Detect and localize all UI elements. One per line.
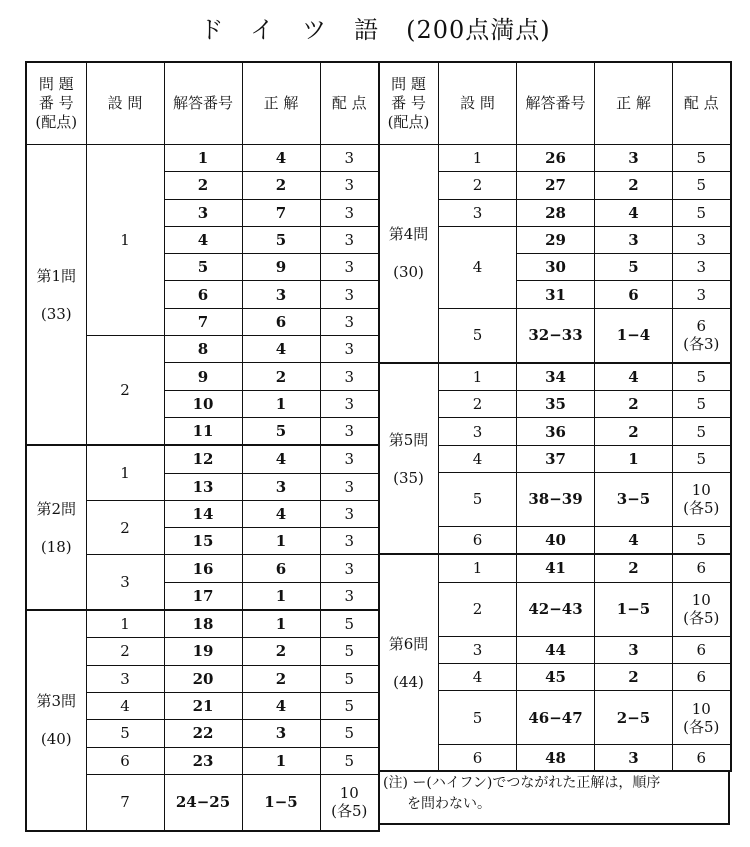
haiten-cell: 3 <box>320 500 379 527</box>
haiten-each: (各5) <box>683 717 720 736</box>
seikai-cell: 2 <box>595 172 673 199</box>
setsumon-cell: 5 <box>439 691 517 745</box>
seikai-cell: 2 <box>595 554 673 582</box>
haiten-cell: 3 <box>320 582 379 610</box>
kaito-bango-cell: 42−43 <box>517 582 595 636</box>
haiten-cell: 3 <box>320 145 379 172</box>
haiten-cell: 5 <box>673 172 731 199</box>
kaito-bango-cell: 10 <box>164 390 242 417</box>
mondai-1-points: (33) <box>40 304 72 323</box>
kaito-bango-cell: 35 <box>517 391 595 418</box>
seikai-cell: 3 <box>595 145 673 172</box>
seikai-cell: 3 <box>242 720 320 747</box>
haiten-cell: 3 <box>673 281 731 308</box>
kaito-bango-cell: 11 <box>164 417 242 445</box>
haiten-cell <box>320 774 379 831</box>
mondai-3-label: 第3問 <box>36 692 77 711</box>
seikai-cell: 2 <box>595 391 673 418</box>
kaito-bango-cell: 31 <box>517 281 595 308</box>
haiten-total: 10 <box>691 481 711 500</box>
seikai-cell: 4 <box>595 526 673 554</box>
kaito-bango-cell: 16 <box>164 555 242 582</box>
mondai-6-cell <box>379 554 439 772</box>
mondai-4-points: (30) <box>393 263 424 282</box>
setsumon-cell: 3 <box>439 199 517 226</box>
haiten-each: (各5) <box>683 499 720 518</box>
kaito-bango-cell: 13 <box>164 473 242 500</box>
header-kaito-bango: 解答番号 <box>164 62 242 145</box>
seikai-cell: 2 <box>595 663 673 690</box>
haiten-cell <box>673 691 731 745</box>
seikai-cell: 1 <box>242 582 320 610</box>
setsumon-cell: 3 <box>439 636 517 663</box>
header-mondai-line1: 問 題 <box>38 75 74 93</box>
haiten-cell: 3 <box>320 172 379 199</box>
seikai-cell: 4 <box>242 336 320 363</box>
kaito-bango-cell: 23 <box>164 747 242 774</box>
setsumon-cell: 1 <box>86 610 164 638</box>
setsumon-cell: 1 <box>439 554 517 582</box>
haiten-cell: 3 <box>320 390 379 417</box>
seikai-cell: 3 <box>595 745 673 772</box>
haiten-cell: 5 <box>673 526 731 554</box>
setsumon-cell: 1 <box>86 445 164 500</box>
haiten-total: 10 <box>339 784 359 803</box>
setsumon-cell: 1 <box>439 363 517 391</box>
header-haiten: 配 点 <box>673 62 731 145</box>
setsumon-cell: 3 <box>86 665 164 692</box>
haiten-cell: 3 <box>320 336 379 363</box>
haiten-cell: 3 <box>320 281 379 308</box>
setsumon-cell: 2 <box>86 336 164 446</box>
kaito-bango-cell: 37 <box>517 445 595 472</box>
haiten-cell: 3 <box>320 199 379 226</box>
seikai-cell: 1−5 <box>595 582 673 636</box>
seikai-cell: 2 <box>242 665 320 692</box>
mondai-2-label: 第2問 <box>36 499 77 518</box>
setsumon-cell: 2 <box>86 500 164 555</box>
haiten-cell: 3 <box>320 363 379 390</box>
seikai-cell: 4 <box>242 445 320 473</box>
kaito-bango-cell: 30 <box>517 254 595 281</box>
kaito-bango-cell: 21 <box>164 692 242 719</box>
kaito-bango-cell: 8 <box>164 336 242 363</box>
kaito-bango-cell: 24−25 <box>164 774 242 831</box>
haiten-cell: 6 <box>673 745 731 772</box>
seikai-cell: 1 <box>242 528 320 555</box>
seikai-cell: 3 <box>242 281 320 308</box>
header-mondai-line2: 番 号 <box>391 94 426 112</box>
kaito-bango-cell: 9 <box>164 363 242 390</box>
haiten-cell: 3 <box>320 445 379 473</box>
seikai-cell: 4 <box>595 363 673 391</box>
setsumon-cell: 2 <box>439 582 517 636</box>
kaito-bango-cell: 46−47 <box>517 691 595 745</box>
setsumon-cell: 1 <box>439 145 517 172</box>
seikai-cell: 2 <box>242 363 320 390</box>
header-seikai: 正 解 <box>595 62 673 145</box>
haiten-cell: 3 <box>320 308 379 335</box>
kaito-bango-cell: 28 <box>517 199 595 226</box>
haiten-each: (各5) <box>331 802 368 821</box>
haiten-cell: 6 <box>673 663 731 690</box>
haiten-cell: 3 <box>320 528 379 555</box>
kaito-bango-cell: 32−33 <box>517 308 595 363</box>
setsumon-cell: 1 <box>86 145 164 336</box>
table-row <box>379 363 731 391</box>
table-row <box>26 610 379 638</box>
seikai-cell: 5 <box>595 254 673 281</box>
header-setsumon: 設 問 <box>86 62 164 145</box>
header-kaito-bango: 解答番号 <box>517 62 595 145</box>
haiten-total: 10 <box>691 699 711 718</box>
haiten-cell: 5 <box>320 665 379 692</box>
haiten-cell: 5 <box>320 610 379 638</box>
kaito-bango-cell: 40 <box>517 526 595 554</box>
kaito-bango-cell: 41 <box>517 554 595 582</box>
seikai-cell: 3 <box>242 473 320 500</box>
seikai-cell: 3 <box>595 226 673 253</box>
haiten-cell: 3 <box>320 254 379 281</box>
kaito-bango-cell: 20 <box>164 665 242 692</box>
kaito-bango-cell: 15 <box>164 528 242 555</box>
table-row <box>379 554 731 582</box>
kaito-bango-cell: 6 <box>164 281 242 308</box>
haiten-cell: 3 <box>320 555 379 582</box>
haiten-cell: 5 <box>673 363 731 391</box>
seikai-cell: 2 <box>242 638 320 665</box>
setsumon-cell: 5 <box>439 472 517 526</box>
haiten-cell <box>673 582 731 636</box>
seikai-cell: 4 <box>242 692 320 719</box>
kaito-bango-cell: 19 <box>164 638 242 665</box>
haiten-cell: 3 <box>673 254 731 281</box>
haiten-cell: 5 <box>673 145 731 172</box>
kaito-bango-cell: 26 <box>517 145 595 172</box>
answer-table-left <box>25 61 380 832</box>
mondai-6-points: (44) <box>393 673 424 692</box>
setsumon-cell: 3 <box>439 418 517 445</box>
mondai-5-points: (35) <box>393 468 424 487</box>
header-setsumon: 設 問 <box>439 62 517 145</box>
kaito-bango-cell: 27 <box>517 172 595 199</box>
haiten-cell: 3 <box>320 417 379 445</box>
mondai-5-label: 第5問 <box>388 430 429 449</box>
mondai-4-cell <box>379 145 439 363</box>
note-line-1: (注) ー(ハイフン)でつながれた正解は，順序 <box>383 775 661 791</box>
kaito-bango-cell: 12 <box>164 445 242 473</box>
haiten-cell: 3 <box>320 226 379 253</box>
header-mondai <box>26 62 86 145</box>
kaito-bango-cell: 3 <box>164 199 242 226</box>
note-line-2: を問わない。 <box>407 796 491 812</box>
table-row <box>26 445 379 473</box>
header-mondai-line3: (配点) <box>35 113 78 131</box>
seikai-cell: 3 <box>595 636 673 663</box>
haiten-cell <box>673 308 731 363</box>
header-haiten: 配 点 <box>320 62 379 145</box>
setsumon-cell: 2 <box>439 172 517 199</box>
setsumon-cell: 4 <box>86 692 164 719</box>
mondai-1-label: 第1問 <box>36 266 77 285</box>
haiten-each: (各5) <box>683 609 720 628</box>
kaito-bango-cell: 7 <box>164 308 242 335</box>
mondai-3-cell <box>26 610 86 831</box>
seikai-cell: 1−4 <box>595 308 673 363</box>
page-title <box>0 10 750 45</box>
seikai-cell: 1 <box>242 747 320 774</box>
kaito-bango-cell: 48 <box>517 745 595 772</box>
setsumon-cell: 6 <box>86 747 164 774</box>
seikai-cell: 5 <box>242 226 320 253</box>
seikai-cell: 5 <box>242 417 320 445</box>
seikai-cell: 7 <box>242 199 320 226</box>
kaito-bango-cell: 29 <box>517 226 595 253</box>
kaito-bango-cell: 2 <box>164 172 242 199</box>
answer-table-right <box>378 61 732 772</box>
kaito-bango-cell: 5 <box>164 254 242 281</box>
seikai-cell: 4 <box>242 500 320 527</box>
haiten-cell: 3 <box>320 473 379 500</box>
setsumon-cell: 6 <box>439 745 517 772</box>
table-header-row <box>379 62 731 145</box>
title-sub: (200点満点) <box>406 16 551 44</box>
seikai-cell: 6 <box>242 308 320 335</box>
seikai-cell: 1 <box>242 390 320 417</box>
seikai-cell: 9 <box>242 254 320 281</box>
header-mondai <box>379 62 439 145</box>
seikai-cell: 1 <box>242 610 320 638</box>
haiten-cell: 6 <box>673 636 731 663</box>
mondai-4-label: 第4問 <box>388 225 429 244</box>
seikai-cell: 4 <box>595 199 673 226</box>
setsumon-cell: 6 <box>439 526 517 554</box>
header-mondai-line1: 問 題 <box>391 75 426 93</box>
kaito-bango-cell: 1 <box>164 145 242 172</box>
haiten-cell: 5 <box>320 638 379 665</box>
setsumon-cell: 4 <box>439 445 517 472</box>
table-row <box>26 145 379 172</box>
setsumon-cell: 2 <box>86 638 164 665</box>
mondai-1-cell <box>26 145 86 446</box>
note-box <box>378 770 730 825</box>
haiten-cell: 5 <box>673 391 731 418</box>
kaito-bango-cell: 22 <box>164 720 242 747</box>
setsumon-cell: 2 <box>439 391 517 418</box>
seikai-cell: 2−5 <box>595 691 673 745</box>
seikai-cell: 1 <box>595 445 673 472</box>
kaito-bango-cell: 18 <box>164 610 242 638</box>
mondai-2-cell <box>26 445 86 610</box>
kaito-bango-cell: 17 <box>164 582 242 610</box>
haiten-cell: 3 <box>673 226 731 253</box>
header-mondai-line3: (配点) <box>387 113 430 131</box>
kaito-bango-cell: 36 <box>517 418 595 445</box>
haiten-cell: 5 <box>320 720 379 747</box>
kaito-bango-cell: 38−39 <box>517 472 595 526</box>
kaito-bango-cell: 4 <box>164 226 242 253</box>
seikai-cell: 1−5 <box>242 774 320 831</box>
setsumon-cell: 4 <box>439 226 517 308</box>
mondai-3-points: (40) <box>40 730 72 749</box>
kaito-bango-cell: 44 <box>517 636 595 663</box>
haiten-total: 6 <box>696 317 707 336</box>
title-main: ドイツ語 <box>199 16 407 44</box>
mondai-2-points: (18) <box>40 537 72 556</box>
setsumon-cell: 4 <box>439 663 517 690</box>
seikai-cell: 6 <box>595 281 673 308</box>
setsumon-cell: 7 <box>86 774 164 831</box>
header-seikai: 正 解 <box>242 62 320 145</box>
haiten-cell: 6 <box>673 554 731 582</box>
seikai-cell: 2 <box>595 418 673 445</box>
haiten-cell: 5 <box>673 199 731 226</box>
setsumon-cell: 3 <box>86 555 164 610</box>
header-mondai-line2: 番 号 <box>38 94 74 112</box>
setsumon-cell: 5 <box>86 720 164 747</box>
haiten-each: (各3) <box>683 335 720 354</box>
setsumon-cell: 5 <box>439 308 517 363</box>
seikai-cell: 6 <box>242 555 320 582</box>
kaito-bango-cell: 34 <box>517 363 595 391</box>
haiten-cell <box>673 472 731 526</box>
haiten-cell: 5 <box>320 692 379 719</box>
haiten-cell: 5 <box>320 747 379 774</box>
table-header-row <box>26 62 379 145</box>
haiten-cell: 5 <box>673 445 731 472</box>
seikai-cell: 2 <box>242 172 320 199</box>
seikai-cell: 4 <box>242 145 320 172</box>
seikai-cell: 3−5 <box>595 472 673 526</box>
haiten-total: 10 <box>691 591 711 610</box>
mondai-5-cell <box>379 363 439 554</box>
mondai-6-label: 第6問 <box>388 635 429 654</box>
kaito-bango-cell: 14 <box>164 500 242 527</box>
haiten-cell: 5 <box>673 418 731 445</box>
table-row <box>379 145 731 172</box>
kaito-bango-cell: 45 <box>517 663 595 690</box>
